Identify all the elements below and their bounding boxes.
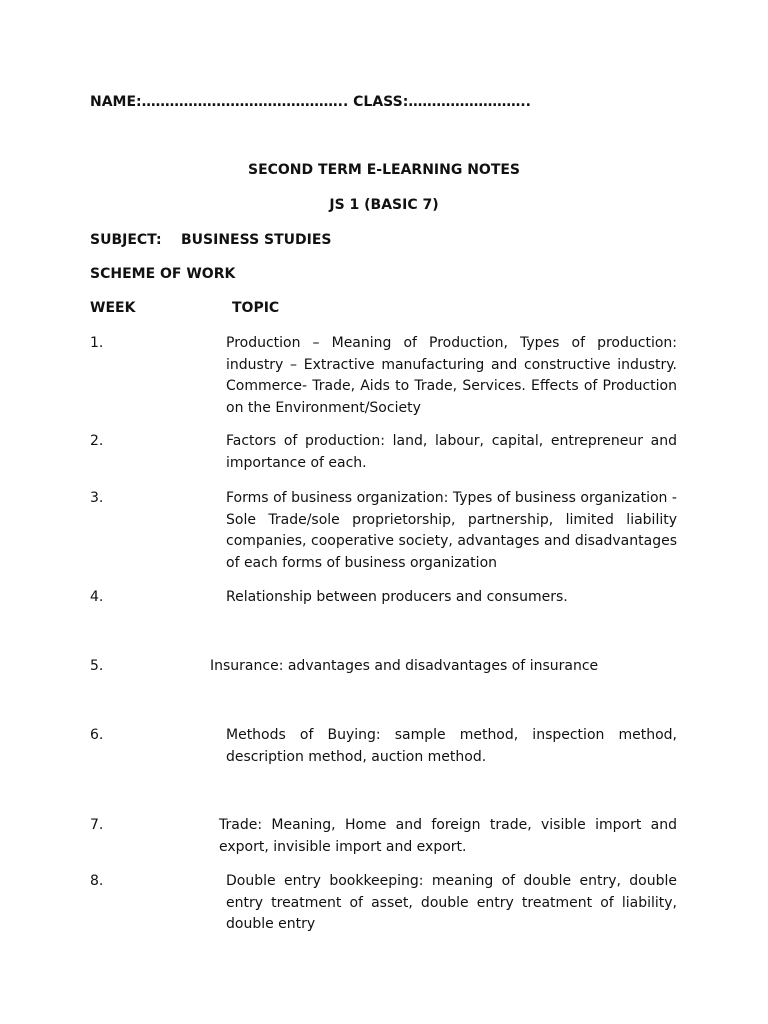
document-title: SECOND TERM E-LEARNING NOTES <box>247 162 521 178</box>
week-topic: Forms of business organization: Types of business organization - Sole Trade/sole proprietorship, partnership, limited liability companies, cooperative society, advantages and disadvantages of each forms of business organization <box>226 490 677 572</box>
week-number: 1. <box>90 335 104 351</box>
week-topic: Production – Meaning of Production, Types of production: industry – Extractive manufacturing and constructive industry. Commerce- Trade, Aids to Trade, Services. Effects of Production on the Environment/Society <box>226 335 677 417</box>
week-topic: Trade: Meaning, Home and foreign trade, visible import and export, invisible import and export. <box>219 817 677 855</box>
class-level: JS 1 (BASIC 7) <box>329 197 439 213</box>
topic-column-header: TOPIC <box>232 300 280 316</box>
week-number: 8. <box>90 873 104 889</box>
scheme-heading: SCHEME OF WORK <box>90 266 236 282</box>
week-topic: Factors of production: land, labour, capital, entrepreneur and importance of each. <box>226 433 677 471</box>
week-number: 6. <box>90 727 104 743</box>
week-number: 3. <box>90 490 104 506</box>
week-number: 4. <box>90 589 104 605</box>
week-topic: Insurance: advantages and disadvantages of insurance <box>210 658 599 674</box>
name-class-line: NAME:…………………………………….. CLASS:…………………….. <box>90 94 531 110</box>
subject-value: BUSINESS STUDIES <box>181 232 332 248</box>
week-topic: Methods of Buying: sample method, inspection method, description method, auction method. <box>226 727 677 765</box>
week-topic: Relationship between producers and consumers. <box>226 589 568 605</box>
week-topic: Double entry bookkeeping: meaning of double entry, double entry treatment of asset, double entry treatment of liability, double entry <box>226 873 677 933</box>
week-column-header: WEEK <box>90 300 136 316</box>
subject-label: SUBJECT: <box>90 232 162 248</box>
week-number: 2. <box>90 433 104 449</box>
week-number: 7. <box>90 817 104 833</box>
week-number: 5. <box>90 658 104 674</box>
